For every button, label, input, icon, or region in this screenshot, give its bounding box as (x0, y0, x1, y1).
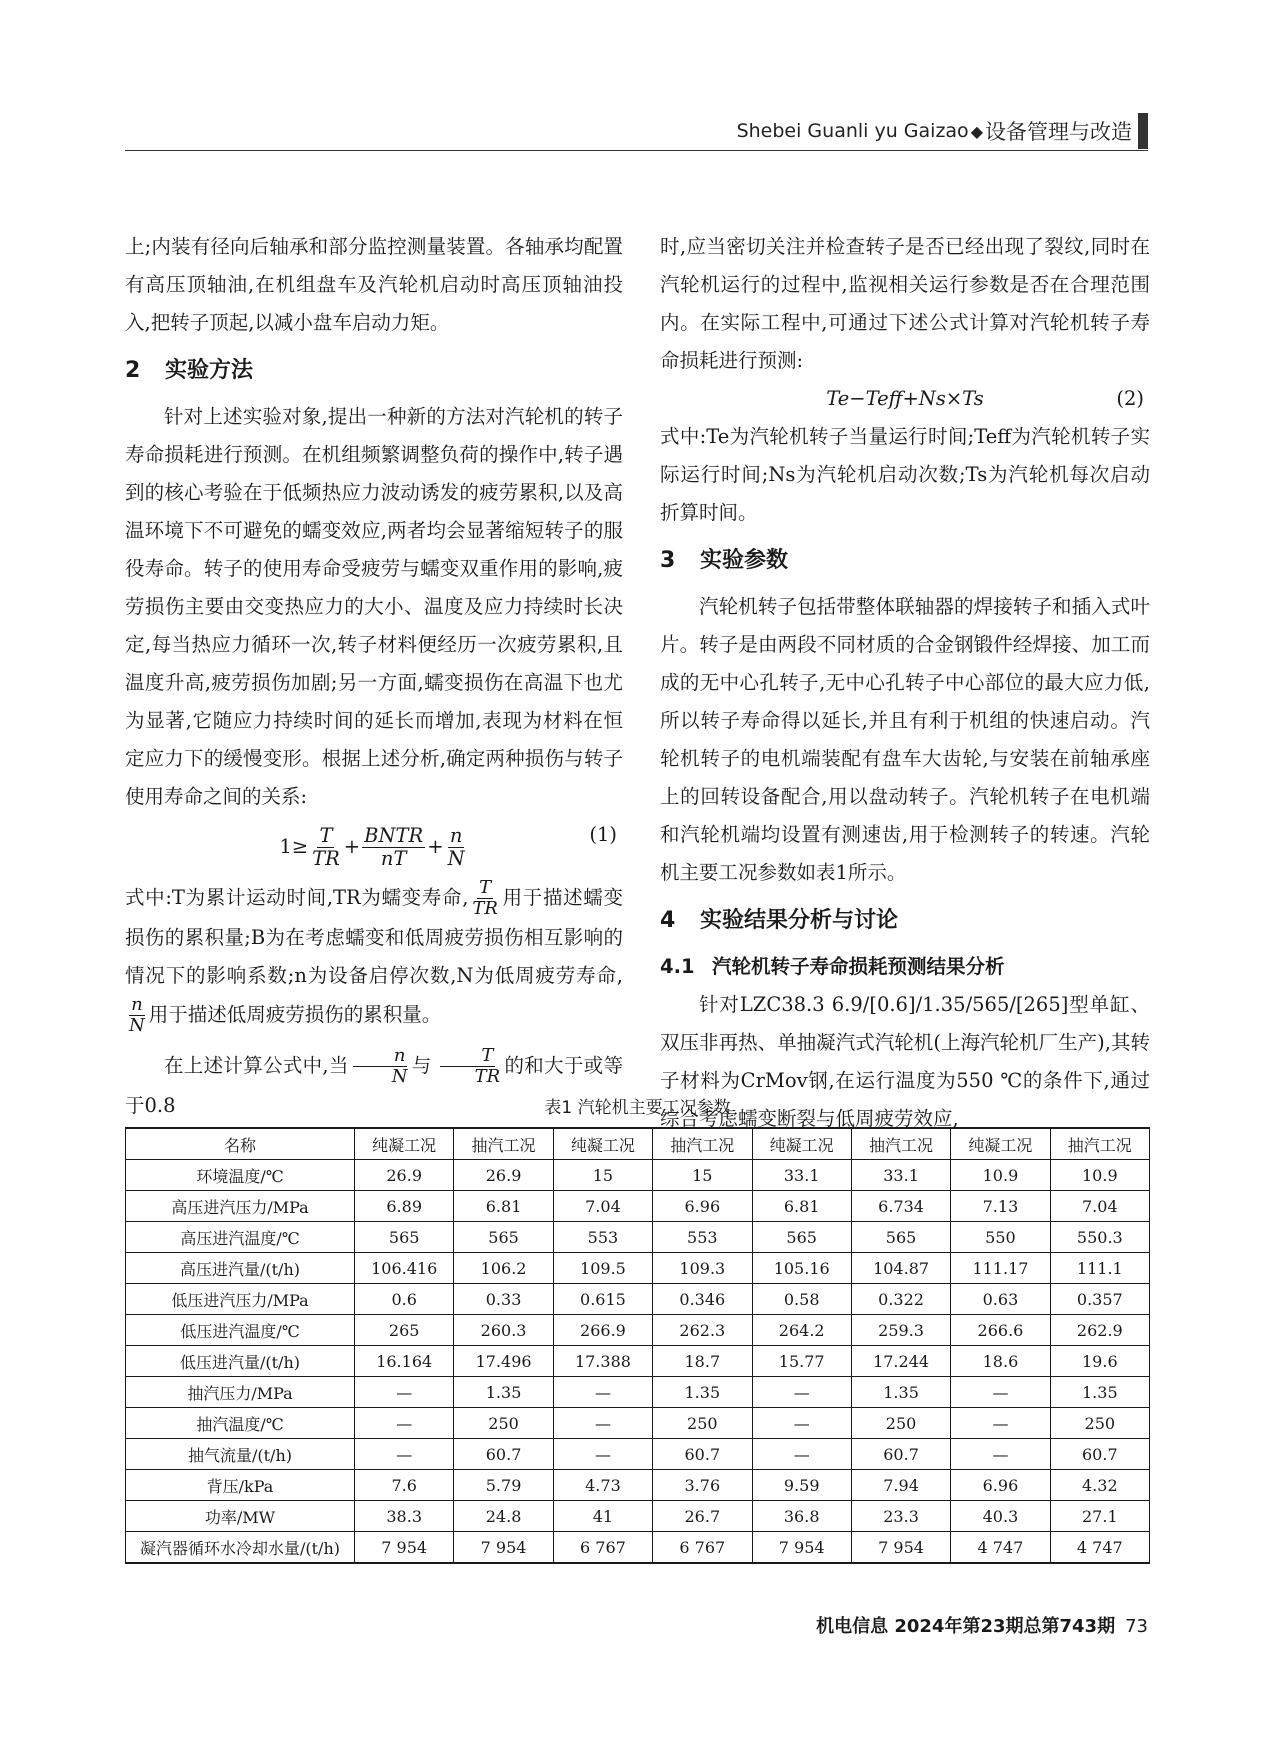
table-cell: 4 747 (951, 1532, 1050, 1564)
table-cell: 4.32 (1050, 1470, 1149, 1501)
table-row (126, 1346, 1150, 1377)
table-cell: 550.3 (1050, 1222, 1149, 1253)
table-cell: 41 (553, 1501, 652, 1532)
table-cell: 40.3 (951, 1501, 1050, 1532)
table-cell: 4.73 (553, 1470, 652, 1501)
table-cell: 6.96 (653, 1191, 752, 1222)
table-cell: 33.1 (752, 1160, 851, 1191)
inline-fraction: $\frac{n}{N}$ (351, 1046, 410, 1087)
table-cell: 565 (454, 1222, 553, 1253)
table-cell: 105.16 (752, 1253, 851, 1284)
table-cell: 低压进汽温度/℃ (126, 1315, 355, 1346)
table-cell: 7.6 (355, 1470, 454, 1501)
table-cell: 111.1 (1050, 1253, 1149, 1284)
table-cell: — (355, 1377, 454, 1408)
eq1-fraction-2: $\frac{\text{BNTR}}{nT}$ (364, 823, 424, 870)
table-cell: 7.04 (553, 1191, 652, 1222)
table-cell: 18.6 (951, 1346, 1050, 1377)
table-cell: 266.9 (553, 1315, 652, 1346)
table-row (126, 1191, 1150, 1222)
table-cell: 550 (951, 1222, 1050, 1253)
table-cell: 6.96 (951, 1470, 1050, 1501)
section-heading-4 (660, 902, 1150, 940)
table-cell: — (355, 1408, 454, 1439)
table-header-cell: 纯凝工况 (752, 1128, 851, 1160)
table-row (126, 1377, 1150, 1408)
table-cell: 565 (851, 1222, 950, 1253)
table-cell: 0.63 (951, 1284, 1050, 1315)
table-cell: 60.7 (851, 1439, 950, 1470)
table-cell: 6.734 (851, 1191, 950, 1222)
table-header-cell: 纯凝工况 (951, 1128, 1050, 1160)
table-cell: 抽气流量/(t/h) (126, 1439, 355, 1470)
table-cell: 16.164 (355, 1346, 454, 1377)
table-cell: 260.3 (454, 1315, 553, 1346)
table-header-cell: 抽汽工况 (454, 1128, 553, 1160)
table-cell: 1.35 (653, 1377, 752, 1408)
table-caption: 表1 汽轮机主要工况参数 (544, 1098, 731, 1118)
table-cell: 7 954 (851, 1532, 950, 1564)
table-cell: 106.2 (454, 1253, 553, 1284)
table-cell: 109.5 (553, 1253, 652, 1284)
table-row (126, 1408, 1150, 1439)
table-cell: 17.496 (454, 1346, 553, 1377)
table-cell: 0.357 (1050, 1284, 1149, 1315)
table-cell: 1.35 (454, 1377, 553, 1408)
table-cell: 250 (653, 1408, 752, 1439)
table-cell: 抽汽温度/℃ (126, 1408, 355, 1439)
table-cell: 0.346 (653, 1284, 752, 1315)
inline-fraction: $\frac{T}{TR}$ (434, 1046, 503, 1087)
table-row (126, 1222, 1150, 1253)
table-cell: 264.2 (752, 1315, 851, 1346)
table-cell: 265 (355, 1315, 454, 1346)
table-cell: — (355, 1439, 454, 1470)
table-cell: 6.89 (355, 1191, 454, 1222)
table-row (126, 1501, 1150, 1532)
subsection-number: 4.1 (660, 955, 695, 978)
table-cell: 1.35 (851, 1377, 950, 1408)
table-cell: 266.6 (951, 1315, 1050, 1346)
right-column (660, 228, 1150, 1138)
paragraph-continued: 上;内装有径向后轴承和部分监控测量装置。各轴承均配置有高压顶轴油,在机组盘车及汽轮机启动时高压顶轴油投入,把转子顶起,以减小盘车启动力矩。 (125, 235, 623, 334)
table-cell: — (951, 1408, 1050, 1439)
paragraph-threshold: 在上述计算公式中,当 $\frac{n}{N}$ 与 $\frac{T}{TR}$ 的和大于或等于0.8 (125, 1045, 623, 1117)
table-cell: 262.3 (653, 1315, 752, 1346)
table-cell: 33.1 (851, 1160, 950, 1191)
journal-cn-name: 设备管理与改造 (985, 120, 1132, 144)
operating-conditions-table (125, 1127, 1150, 1564)
table-cell: 104.87 (851, 1253, 950, 1284)
table-cell: 23.3 (851, 1501, 950, 1532)
table-cell: 111.17 (951, 1253, 1050, 1284)
left-column (125, 228, 623, 1125)
table-cell: 26.7 (653, 1501, 752, 1532)
paragraph-params: 汽轮机转子包括带整体联轴器的焊接转子和插入式叶片。转子是由两段不同材质的合金钢锻件经焊接、加工而成的无中心孔转子,无中心孔转子中心部位的最大应力低,所以转子寿命得以延长,并且有利于机组的快速启动。汽轮机转子的电机端装配有盘车大齿轮,与安装在前轴承座上的回转设备配合,用以盘动转子。汽轮机转子在电机端和汽轮机端均设置有测速齿,用于检测转子的转速。汽轮机主要工况参数如表1所示。 (660, 595, 1150, 884)
table-cell: 250 (454, 1408, 553, 1439)
table-cell: 6.81 (454, 1191, 553, 1222)
eq1-fraction-1: $\frac{T}{TR}$ (312, 823, 340, 870)
subsection-heading-4-1 (660, 948, 1150, 986)
table-cell: 凝汽器循环水冷却水量/(t/h) (126, 1532, 355, 1564)
table-header-cell: 纯凝工况 (355, 1128, 454, 1160)
table-row (126, 1253, 1150, 1284)
paragraph-results: 针对LZC38.3 6.9/[0.6]/1.35/565/[265]型单缸、双压非再热、单抽凝汽式汽轮机(上海汽轮机厂生产),其转子材料为CrMov钢,在运行温度为550 ℃的条件下,通过综合考虑蠕变断裂与低周疲劳效应, (660, 993, 1150, 1130)
table-cell: 15 (653, 1160, 752, 1191)
table-row (126, 1315, 1150, 1346)
table-cell: 7 954 (355, 1532, 454, 1564)
journal-issue: 机电信息 2024年第23期总第743期 (816, 1616, 1116, 1637)
table-cell: 15.77 (752, 1346, 851, 1377)
section-title: 实验方法 (165, 358, 254, 383)
table-cell: 36.8 (752, 1501, 851, 1532)
table-header-row (126, 1128, 1150, 1160)
table-cell: 553 (553, 1222, 652, 1253)
table-cell: 7 954 (752, 1532, 851, 1564)
table-row (126, 1470, 1150, 1501)
table-row (126, 1532, 1150, 1564)
table-cell: 高压进汽量/(t/h) (126, 1253, 355, 1284)
table-cell: 27.1 (1050, 1501, 1149, 1532)
table-cell: 背压/kPa (126, 1470, 355, 1501)
table-cell: 7.04 (1050, 1191, 1149, 1222)
table-cell: 17.244 (851, 1346, 950, 1377)
table-cell: 7 954 (454, 1532, 553, 1564)
section-number: 3 (660, 548, 676, 573)
table-cell: 24.8 (454, 1501, 553, 1532)
table-cell: 250 (1050, 1408, 1149, 1439)
equation-number-2: (2) (1116, 387, 1144, 410)
page-footer (816, 1612, 1148, 1638)
table-cell: — (951, 1439, 1050, 1470)
section-number: 2 (125, 358, 141, 383)
table-row (126, 1284, 1150, 1315)
table-header-cell: 抽汽工况 (653, 1128, 752, 1160)
table-cell: 262.9 (1050, 1315, 1149, 1346)
table-cell: 低压进汽量/(t/h) (126, 1346, 355, 1377)
table-cell: 高压进汽温度/℃ (126, 1222, 355, 1253)
subsection-title: 汽轮机转子寿命损耗预测结果分析 (712, 955, 1005, 978)
table-cell: 38.3 (355, 1501, 454, 1532)
table-cell: — (553, 1408, 652, 1439)
diamond-icon: ◆ (970, 121, 983, 141)
table-cell: 环境温度/℃ (126, 1160, 355, 1191)
table-cell: 26.9 (355, 1160, 454, 1191)
table-cell: — (752, 1377, 851, 1408)
header-bar-decoration (1138, 113, 1148, 149)
paragraph-eq2-explain: 式中:Te为汽轮机转子当量运行时间;Teff为汽轮机转子实际运行时间;Ns为汽轮机启动次数;Ts为汽轮机每次启动折算时间。 (660, 425, 1150, 524)
table-cell: 250 (851, 1408, 950, 1439)
table-cell: 0.33 (454, 1284, 553, 1315)
inline-fraction: $\frac{n}{N}$ (129, 994, 145, 1036)
table-cell: 17.388 (553, 1346, 652, 1377)
paragraph-crack-monitor: 时,应当密切关注并检查转子是否已经出现了裂纹,同时在汽轮机运行的过程中,监视相关运行参数是否在合理范围内。在实际工程中,可通过下述公式计算对汽轮机转子寿命损耗进行预测: (660, 235, 1150, 372)
equation-1 (125, 816, 623, 878)
table-cell: 60.7 (1050, 1439, 1149, 1470)
paragraph-method: 针对上述实验对象,提出一种新的方法对汽轮机的转子寿命损耗进行预测。在机组频繁调整负荷的操作中,转子遇到的核心考验在于低频热应力波动诱发的疲劳累积,以及高温环境下不可避免的蠕变效应,两者均会显著缩短转子的服役寿命。转子的使用寿命受疲劳与蠕变双重作用的影响,疲劳损伤主要由交变热应力的大小、温度及应力持续时长决定,每当热应力循环一次,转子材料便经历一次疲劳累积,且温度升高,疲劳损伤加剧;另一方面,蠕变损伤在高温下也尤为显著,它随应力持续时间的延长而增加,表现为材料在恒定应力下的缓慢变形。根据上述分析,确定两种损伤与转子使用寿命之间的关系: (125, 405, 623, 808)
table-cell: 功率/MW (126, 1501, 355, 1532)
table-cell: 0.322 (851, 1284, 950, 1315)
eq1-plus: + (343, 835, 361, 858)
table-row (126, 1160, 1150, 1191)
eq1-fraction-3: $\frac{n}{N}$ (447, 823, 465, 870)
table-cell: — (752, 1408, 851, 1439)
section-title: 实验参数 (700, 548, 789, 573)
eq1-plus-2: + (427, 835, 444, 858)
table-cell: 553 (653, 1222, 752, 1253)
eq1-lhs: 1≥ (279, 835, 309, 858)
table-cell: 60.7 (653, 1439, 752, 1470)
table-cell: 9.59 (752, 1470, 851, 1501)
section-number: 4 (660, 908, 676, 933)
paragraph-eq1-explain: 式中:T为累计运动时间,TR为蠕变寿命, $\frac{T}{TR}$ 用于描述蠕变损伤的累积量;B为在考虑蠕变和低周疲劳损伤相互影响的情况下的影响系数;n为设备启停次数,N为低周疲劳寿命, $\frac{n}{N}$ 用于描述低周疲劳损伤的累积量。 (125, 877, 623, 1036)
table-cell: 0.615 (553, 1284, 652, 1315)
page-number: 73 (1125, 1616, 1148, 1637)
table-cell: 18.7 (653, 1346, 752, 1377)
table-cell: — (553, 1439, 652, 1470)
table-cell: 0.6 (355, 1284, 454, 1315)
table-cell: 0.58 (752, 1284, 851, 1315)
table-header-cell: 名称 (126, 1128, 355, 1160)
table-cell: 109.3 (653, 1253, 752, 1284)
table-cell: 259.3 (851, 1315, 950, 1346)
table-cell: 7.13 (951, 1191, 1050, 1222)
section-heading-3 (660, 542, 1150, 580)
table-row (126, 1439, 1150, 1470)
equation-number-1: (1) (589, 823, 617, 846)
table-cell: 10.9 (951, 1160, 1050, 1191)
header-rule (125, 150, 1148, 151)
table-cell: 6.81 (752, 1191, 851, 1222)
running-header (737, 112, 1148, 150)
table-cell: 60.7 (454, 1439, 553, 1470)
section-heading-2 (125, 352, 623, 390)
table-cell: 1.35 (1050, 1377, 1149, 1408)
eq2-body: Te−Teff+Ns×Ts (826, 387, 984, 410)
table-cell: 抽汽压力/MPa (126, 1377, 355, 1408)
table-cell: 高压进汽压力/MPa (126, 1191, 355, 1222)
table-cell: 19.6 (1050, 1346, 1149, 1377)
table-cell: 565 (752, 1222, 851, 1253)
table-cell: 26.9 (454, 1160, 553, 1191)
table-cell: 3.76 (653, 1470, 752, 1501)
journal-latin-name: Shebei Guanli yu Gaizao (736, 120, 969, 142)
table-cell: — (553, 1377, 652, 1408)
table-header-cell: 纯凝工况 (553, 1128, 652, 1160)
table-cell: 15 (553, 1160, 652, 1191)
table-cell: 6 767 (553, 1532, 652, 1564)
table-cell: 低压进汽压力/MPa (126, 1284, 355, 1315)
table-cell: — (752, 1439, 851, 1470)
table-cell: 5.79 (454, 1470, 553, 1501)
table-header-cell: 抽汽工况 (851, 1128, 950, 1160)
equation-2 (660, 380, 1150, 418)
table-cell: 565 (355, 1222, 454, 1253)
table-cell: 10.9 (1050, 1160, 1149, 1191)
table-cell: — (951, 1377, 1050, 1408)
table-cell: 6 767 (653, 1532, 752, 1564)
table-header-cell: 抽汽工况 (1050, 1128, 1149, 1160)
section-title: 实验结果分析与讨论 (700, 908, 899, 933)
inline-fraction: $\frac{T}{TR}$ (472, 877, 498, 919)
table-cell: 7.94 (851, 1470, 950, 1501)
table-cell: 106.416 (355, 1253, 454, 1284)
table-cell: 4 747 (1050, 1532, 1149, 1564)
